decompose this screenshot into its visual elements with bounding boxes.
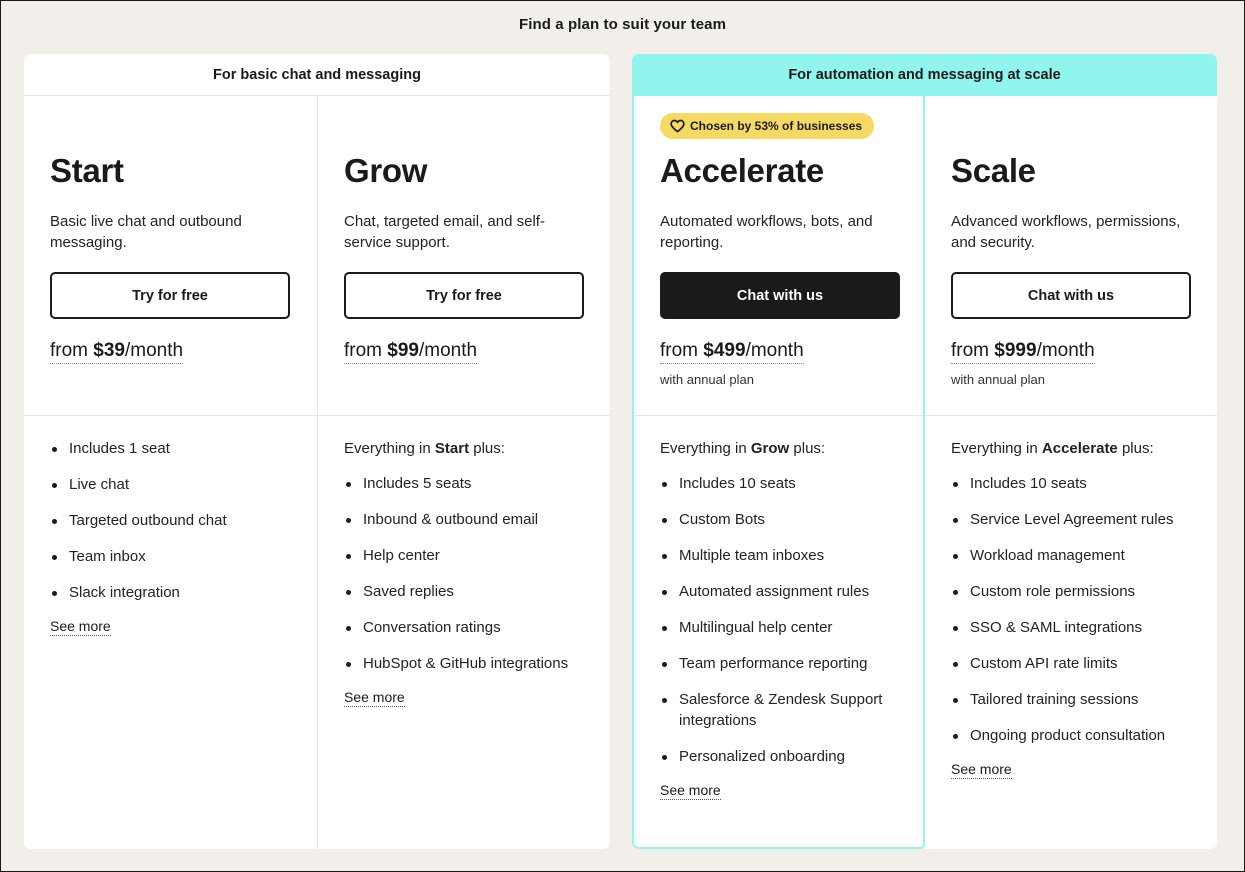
group-header: For basic chat and messaging (24, 54, 610, 96)
price-period: /month (1036, 340, 1095, 361)
see-more-link[interactable]: See more (50, 618, 111, 634)
billing-note: with annual plan (951, 372, 1045, 387)
intro-suffix: plus: (1117, 440, 1154, 457)
plan-name: Grow (344, 152, 428, 189)
list-item: Inbound & outbound email (344, 509, 584, 530)
list-item: Service Level Agreement rules (951, 509, 1191, 530)
intro-plan-name: Accelerate (1041, 440, 1118, 457)
feature-intro (951, 438, 1191, 459)
page-title: Find a plan to suit your team (518, 16, 727, 33)
heart-icon (670, 119, 685, 133)
list-item: Ongoing product consultation (951, 725, 1191, 746)
feature-list (660, 473, 897, 767)
list-item: Includes 1 seat (50, 438, 291, 459)
list-item: Workload management (951, 545, 1191, 566)
plan-price[interactable] (50, 340, 183, 364)
plan-price[interactable] (660, 340, 804, 364)
see-more-link[interactable]: See more (660, 782, 721, 798)
list-item: Includes 5 seats (344, 473, 584, 494)
plan-description: Automated workflows, bots, and reporting. (660, 213, 873, 251)
plan-name: Accelerate (660, 152, 824, 189)
list-item: Custom role permissions (951, 581, 1191, 602)
see-more-link[interactable]: See more (344, 689, 405, 705)
plan-card-grow (318, 96, 610, 849)
list-item: Conversation ratings (344, 617, 584, 638)
feature-list (344, 473, 584, 674)
price-prefix: from (951, 340, 995, 361)
list-item: Slack integration (50, 582, 291, 603)
plan-group-basic (24, 54, 610, 849)
feature-intro (344, 438, 584, 459)
price-amount: $39 (93, 340, 125, 361)
plan-price[interactable] (951, 340, 1095, 364)
list-item: Targeted outbound chat (50, 510, 291, 531)
intro-suffix: plus: (789, 440, 826, 457)
list-item: Includes 10 seats (660, 473, 897, 494)
list-item: Team performance reporting (660, 653, 897, 674)
chat-with-us-button[interactable]: Chat with us (660, 272, 900, 319)
feature-list (951, 473, 1191, 746)
price-amount: $999 (994, 340, 1037, 361)
list-item: Saved replies (344, 581, 584, 602)
list-item: Team inbox (50, 546, 291, 567)
intro-plan-name: Start (434, 440, 470, 457)
chat-with-us-button[interactable]: Chat with us (951, 272, 1191, 319)
price-period: /month (124, 340, 184, 361)
plan-group-scale (632, 54, 1217, 849)
plan-name: Start (50, 152, 124, 189)
list-item: Multiple team inboxes (660, 545, 897, 566)
try-for-free-button[interactable]: Try for free (50, 272, 290, 319)
list-item: Salesforce & Zendesk Support integrations (660, 689, 897, 731)
plan-description: Basic live chat and outbound messaging. (50, 213, 242, 251)
plan-price[interactable] (344, 340, 477, 364)
popularity-badge (660, 113, 874, 139)
plan-description: Advanced workflows, permissions, and security. (951, 213, 1181, 251)
price-prefix: from (50, 340, 94, 361)
feature-intro (660, 438, 897, 459)
intro-suffix: plus: (469, 440, 505, 457)
intro-plan-name: Grow (750, 440, 790, 457)
plan-name: Scale (951, 152, 1036, 189)
list-item: Personalized onboarding (660, 746, 897, 767)
price-period: /month (418, 340, 478, 361)
price-amount: $99 (387, 340, 419, 361)
list-item: Multilingual help center (660, 617, 897, 638)
group-header: For automation and messaging at scale (632, 54, 1217, 96)
list-item: Automated assignment rules (660, 581, 897, 602)
billing-note: with annual plan (660, 372, 754, 387)
list-item: Tailored training sessions (951, 689, 1191, 710)
price-amount: $499 (703, 340, 746, 361)
feature-list (50, 438, 291, 603)
price-prefix: from (344, 340, 388, 361)
intro-prefix: Everything in (951, 440, 1042, 457)
see-more-link[interactable]: See more (951, 761, 1012, 777)
list-item: Help center (344, 545, 584, 566)
badge-label: Chosen by 53% of businesses (690, 119, 863, 133)
list-item: Live chat (50, 474, 291, 495)
plan-card-start (24, 96, 318, 849)
list-item: SSO & SAML integrations (951, 617, 1191, 638)
intro-prefix: Everything in (660, 440, 751, 457)
price-period: /month (745, 340, 804, 361)
plan-card-scale (925, 96, 1217, 849)
price-prefix: from (660, 340, 704, 361)
list-item: Includes 10 seats (951, 473, 1191, 494)
plan-card-accelerate (632, 96, 925, 849)
try-for-free-button[interactable]: Try for free (344, 272, 584, 319)
list-item: Custom Bots (660, 509, 897, 530)
plan-description: Chat, targeted email, and self-service support. (344, 213, 545, 251)
list-item: Custom API rate limits (951, 653, 1191, 674)
list-item: HubSpot & GitHub integrations (344, 653, 584, 674)
intro-prefix: Everything in (344, 440, 435, 457)
